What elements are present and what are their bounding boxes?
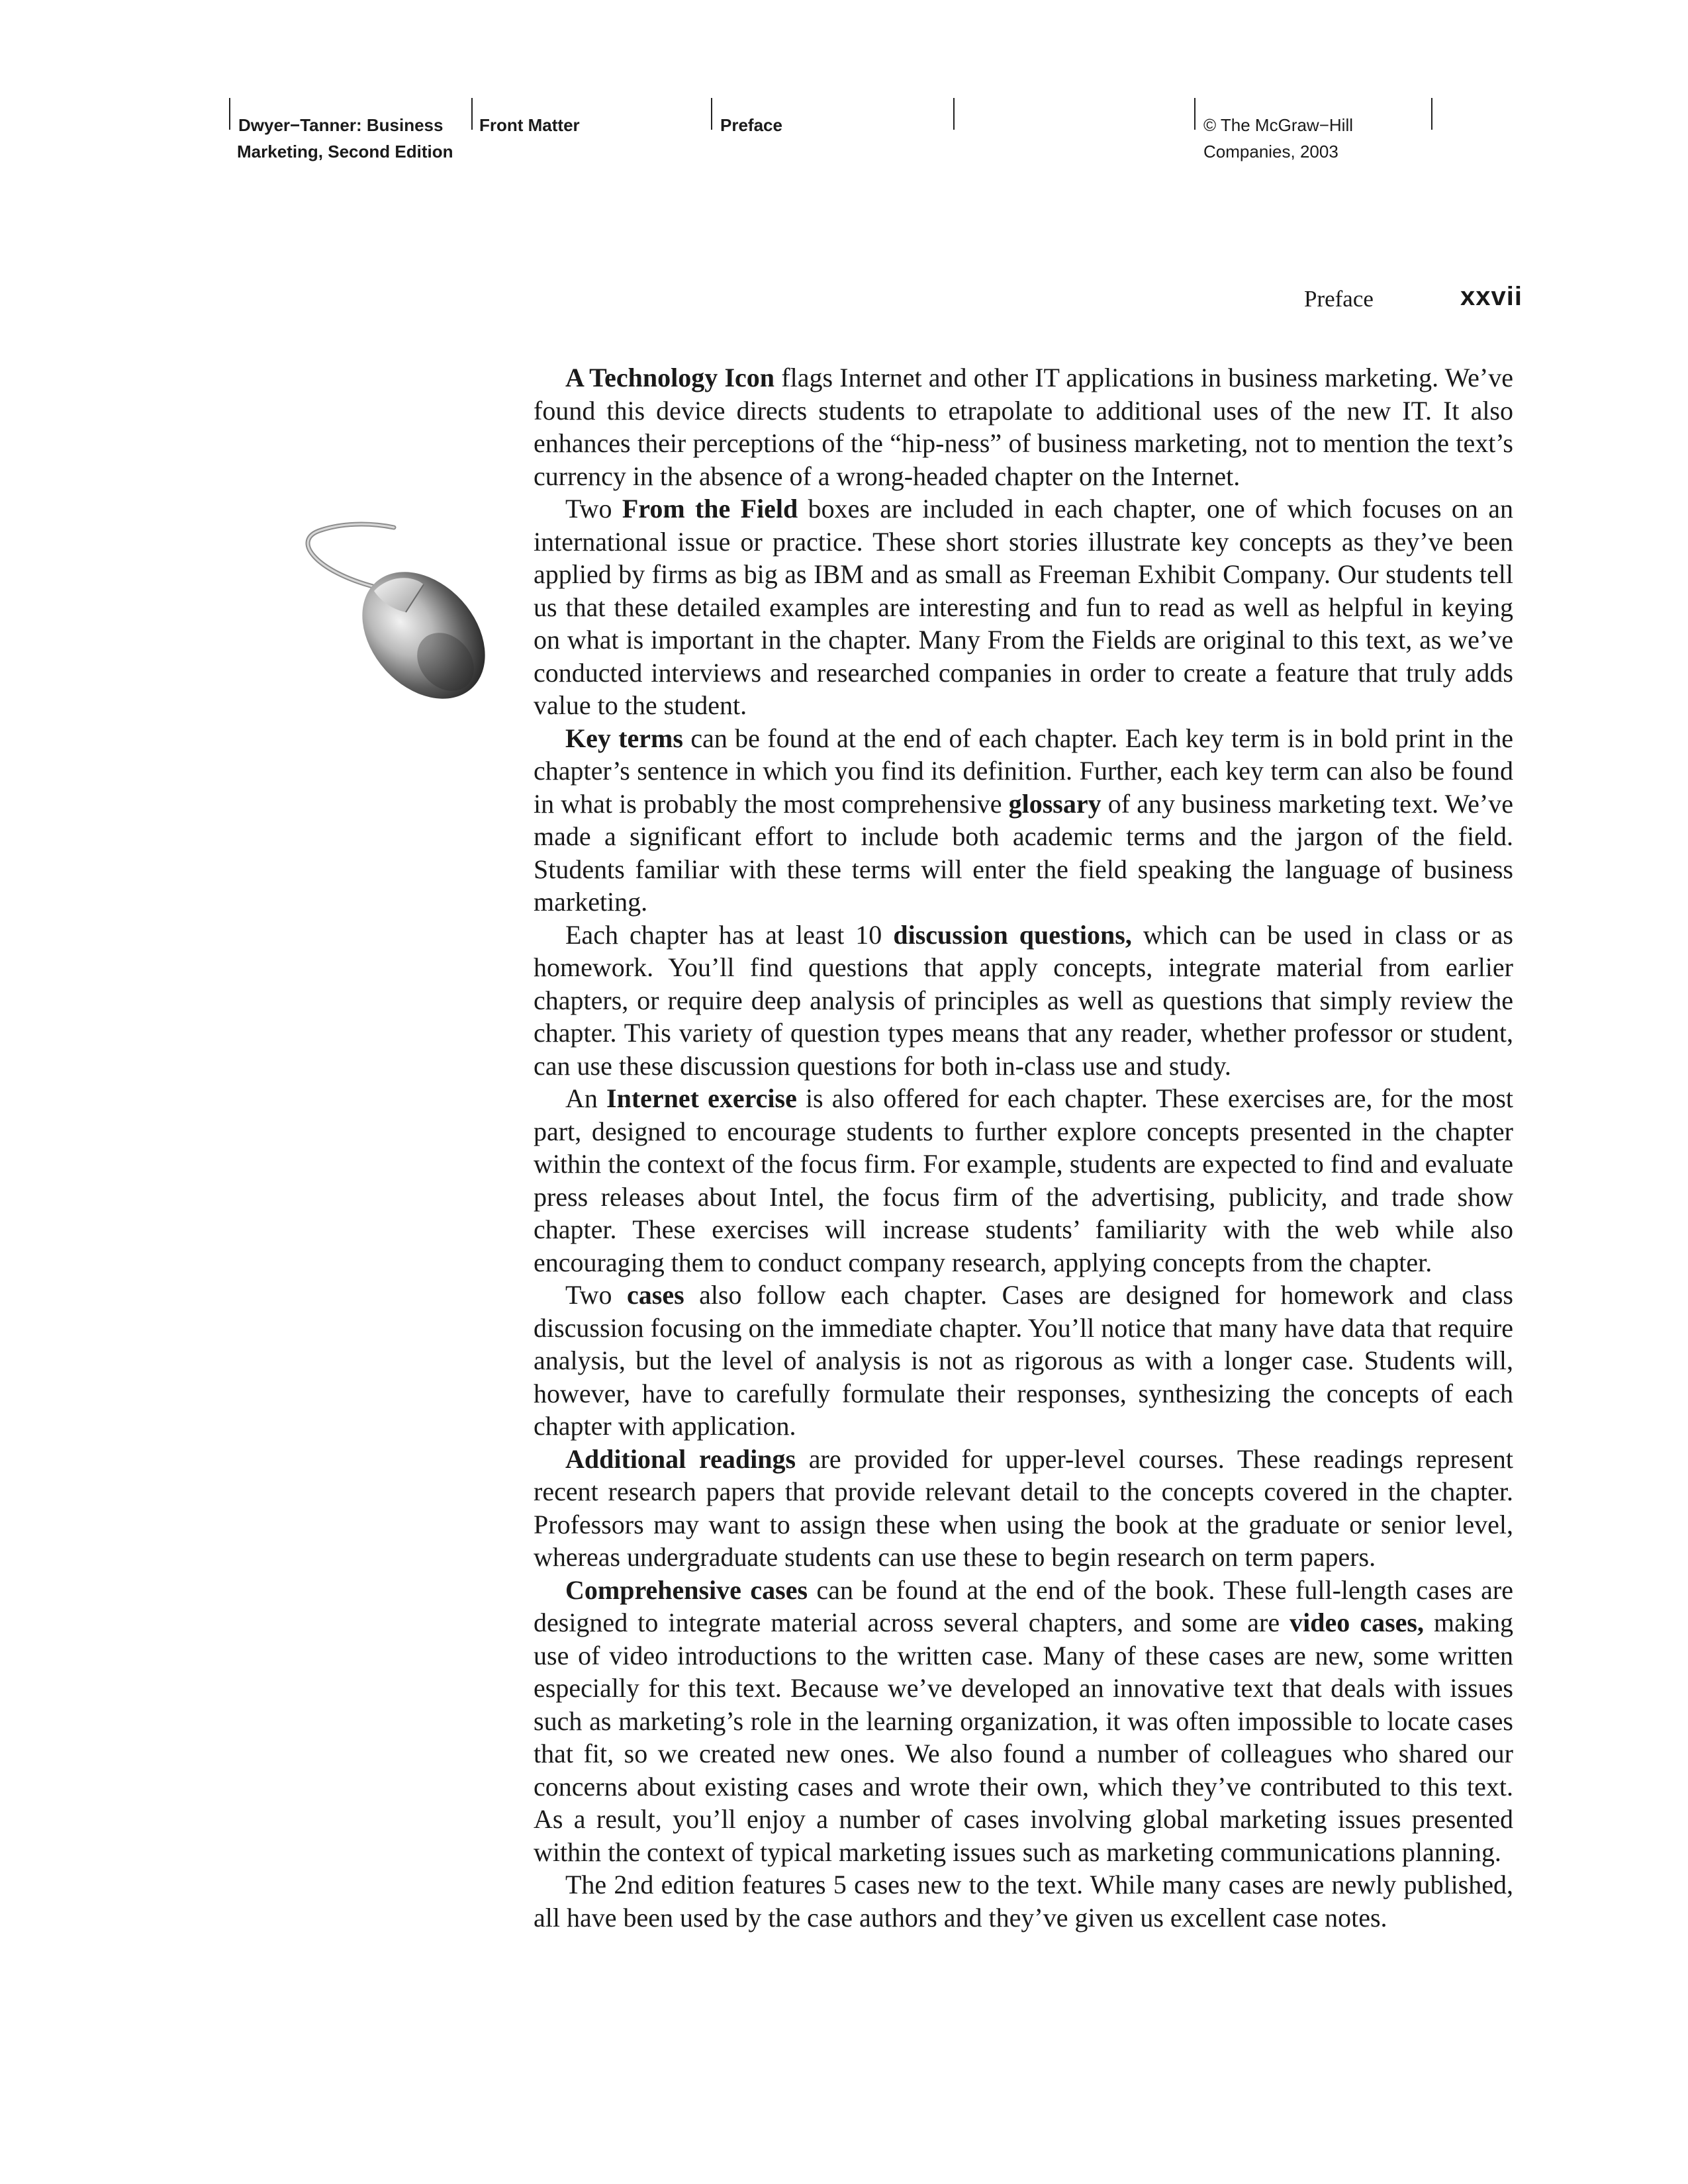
paragraph-text: of any business marketing text. We’ve made a significant effort to include both academic terms and the jargon of the field. Students familiar with these terms will enter the field speaking the language of business marketing. <box>534 788 1513 917</box>
paragraph-internet-exercise <box>534 1082 1513 1279</box>
term-key-terms: Key terms <box>565 723 683 753</box>
paragraph-discussion-questions <box>534 919 1513 1083</box>
header-blank-cell <box>955 98 1196 130</box>
term-glossary: glossary <box>1008 788 1102 819</box>
page-number: xxvii <box>1460 282 1523 311</box>
header-section: Preface <box>720 115 782 135</box>
paragraph-text: The 2nd edition features 5 cases new to the text. While many cases are newly published, all have been used by the case authors and they’ve given us excellent case notes. <box>534 1870 1513 1933</box>
computer-mouse-icon <box>295 513 506 711</box>
preface-body <box>534 361 1513 1934</box>
header-book-cell <box>229 98 473 135</box>
header-part: Front Matter <box>479 115 580 135</box>
paragraph-text: boxes are included in each chapter, one of which focuses on an international issue or practice. These short stories illustrate key concepts as they’ve been applied by firms as big as IBM and as small as Freeman Exhibit Company. Our students tell us that these detailed examples are interesting and fun to read as well as helpful in keying on what is important in the chapter. Many From the Fields are original to this text, as we’ve conducted interviews and researched companies in order to create a feature that truly adds value to the student. <box>534 494 1513 720</box>
running-head-title: Preface <box>1304 286 1374 312</box>
paragraph-text: also follow each chapter. Cases are designed for homework and class discussion focusing on the immediate chapter. You’ll notice that many have data that require analysis, but the level of analysis is not as rigorous as with a longer case. Students will, however, have to carefully formulate their responses, synthesizing the concepts of each chapter with application. <box>534 1280 1513 1441</box>
header-part-cell <box>471 98 712 135</box>
header-copyright: © The McGraw−Hill <box>1203 115 1354 135</box>
paragraph-lead: An <box>565 1083 607 1113</box>
paragraph-from-the-field <box>534 492 1513 722</box>
header-book-title-line2: Marketing, Second Edition <box>237 142 453 161</box>
term-comprehensive-cases: Comprehensive cases <box>565 1574 808 1605</box>
paragraph-additional-readings <box>534 1443 1513 1574</box>
header-copyright-cell <box>1196 98 1432 135</box>
header-book-title: Dwyer−Tanner: Business <box>238 115 444 135</box>
term-discussion-questions: discussion questions, <box>893 919 1132 950</box>
term-technology-icon: A Technology Icon <box>565 363 775 392</box>
paragraph-lead: Two <box>565 494 622 523</box>
paragraph-text: is also offered for each chapter. These exercises are, for the most part, designed to encourage students to further explore concepts presented in the chapter within the context of the focus firm. For example, students are expected to find and evaluate press releases about Intel, the focus firm of the advertising, publicity, and trade show chapter. These exercises will increase students’ familiarity with the web while also encouraging them to conduct company research, applying concepts from the chapter. <box>534 1083 1514 1277</box>
paragraph-second-edition <box>534 1868 1513 1934</box>
header-copyright-line2: Companies, 2003 <box>1203 142 1338 161</box>
term-cases: cases <box>627 1280 684 1310</box>
paragraph-text: which can be used in class or as homework. You’ll find questions that apply concepts, integrate material from earlier chapters, or require deep analysis of principles as well as questions that simply review the chapter. This variety of question types means that any reader, whether professor or student, can use these discussion questions for both in-class use and study. <box>534 919 1513 1081</box>
paragraph-lead: Each chapter has at least 10 <box>565 919 894 950</box>
header-section-cell <box>712 98 955 135</box>
running-head <box>1297 282 1523 319</box>
paragraph-key-terms <box>534 722 1513 919</box>
paragraph-lead: Two <box>565 1280 627 1310</box>
paragraph-text: are provided for upper-level courses. These readings represent recent research papers that provide relevant detail to the concepts covered in the chapter. Professors may want to assign these when using the book at the graduate or senior level, whereas undergraduate students can use these to begin research on term papers. <box>534 1443 1513 1572</box>
paragraph-text: flags Internet and other IT applications in business marketing. We’ve found this device directs students to etrapolate to additional uses of the new IT. It also enhances their perceptions of the “hip-ness” of business marketing, not to mention the text’s currency in the absence of a wrong-headed chapter on the Internet. <box>534 363 1513 491</box>
term-video-cases: video cases, <box>1289 1608 1424 1637</box>
paragraph-text: making use of video introductions to the written case. Many of these cases are new, some written especially for this text. Because we’ve developed an innovative text that deals with issues such as marketing’s role in the learning organization, it was often impossible to locate cases that fit, so we created new ones. We also found a number of colleagues who shared our concerns about existing cases and wrote their own, which they’ve contributed to this text. As a result, you’ll enjoy a number of cases involving global marketing issues presented within the context of typical marketing issues such as marketing communications planning. <box>534 1608 1513 1867</box>
paragraph-text: can be found at the end of each chapter. Each key term is in bold print in the chapter’s sentence in which you find its definition. Further, each key term can also be found in what is probably the most comprehensive <box>534 723 1513 819</box>
term-from-the-field: From the Field <box>622 494 798 523</box>
paragraph-comprehensive-cases <box>534 1574 1513 1869</box>
term-additional-readings: Additional readings <box>565 1443 796 1474</box>
paragraph-text: can be found at the end of the book. These full-length cases are designed to integrate material across several chapters, and some are <box>534 1574 1513 1637</box>
paragraph-cases <box>534 1279 1513 1443</box>
page-header <box>229 98 1432 161</box>
term-internet-exercise: Internet exercise <box>606 1083 797 1113</box>
paragraph-technology-icon <box>534 361 1513 492</box>
